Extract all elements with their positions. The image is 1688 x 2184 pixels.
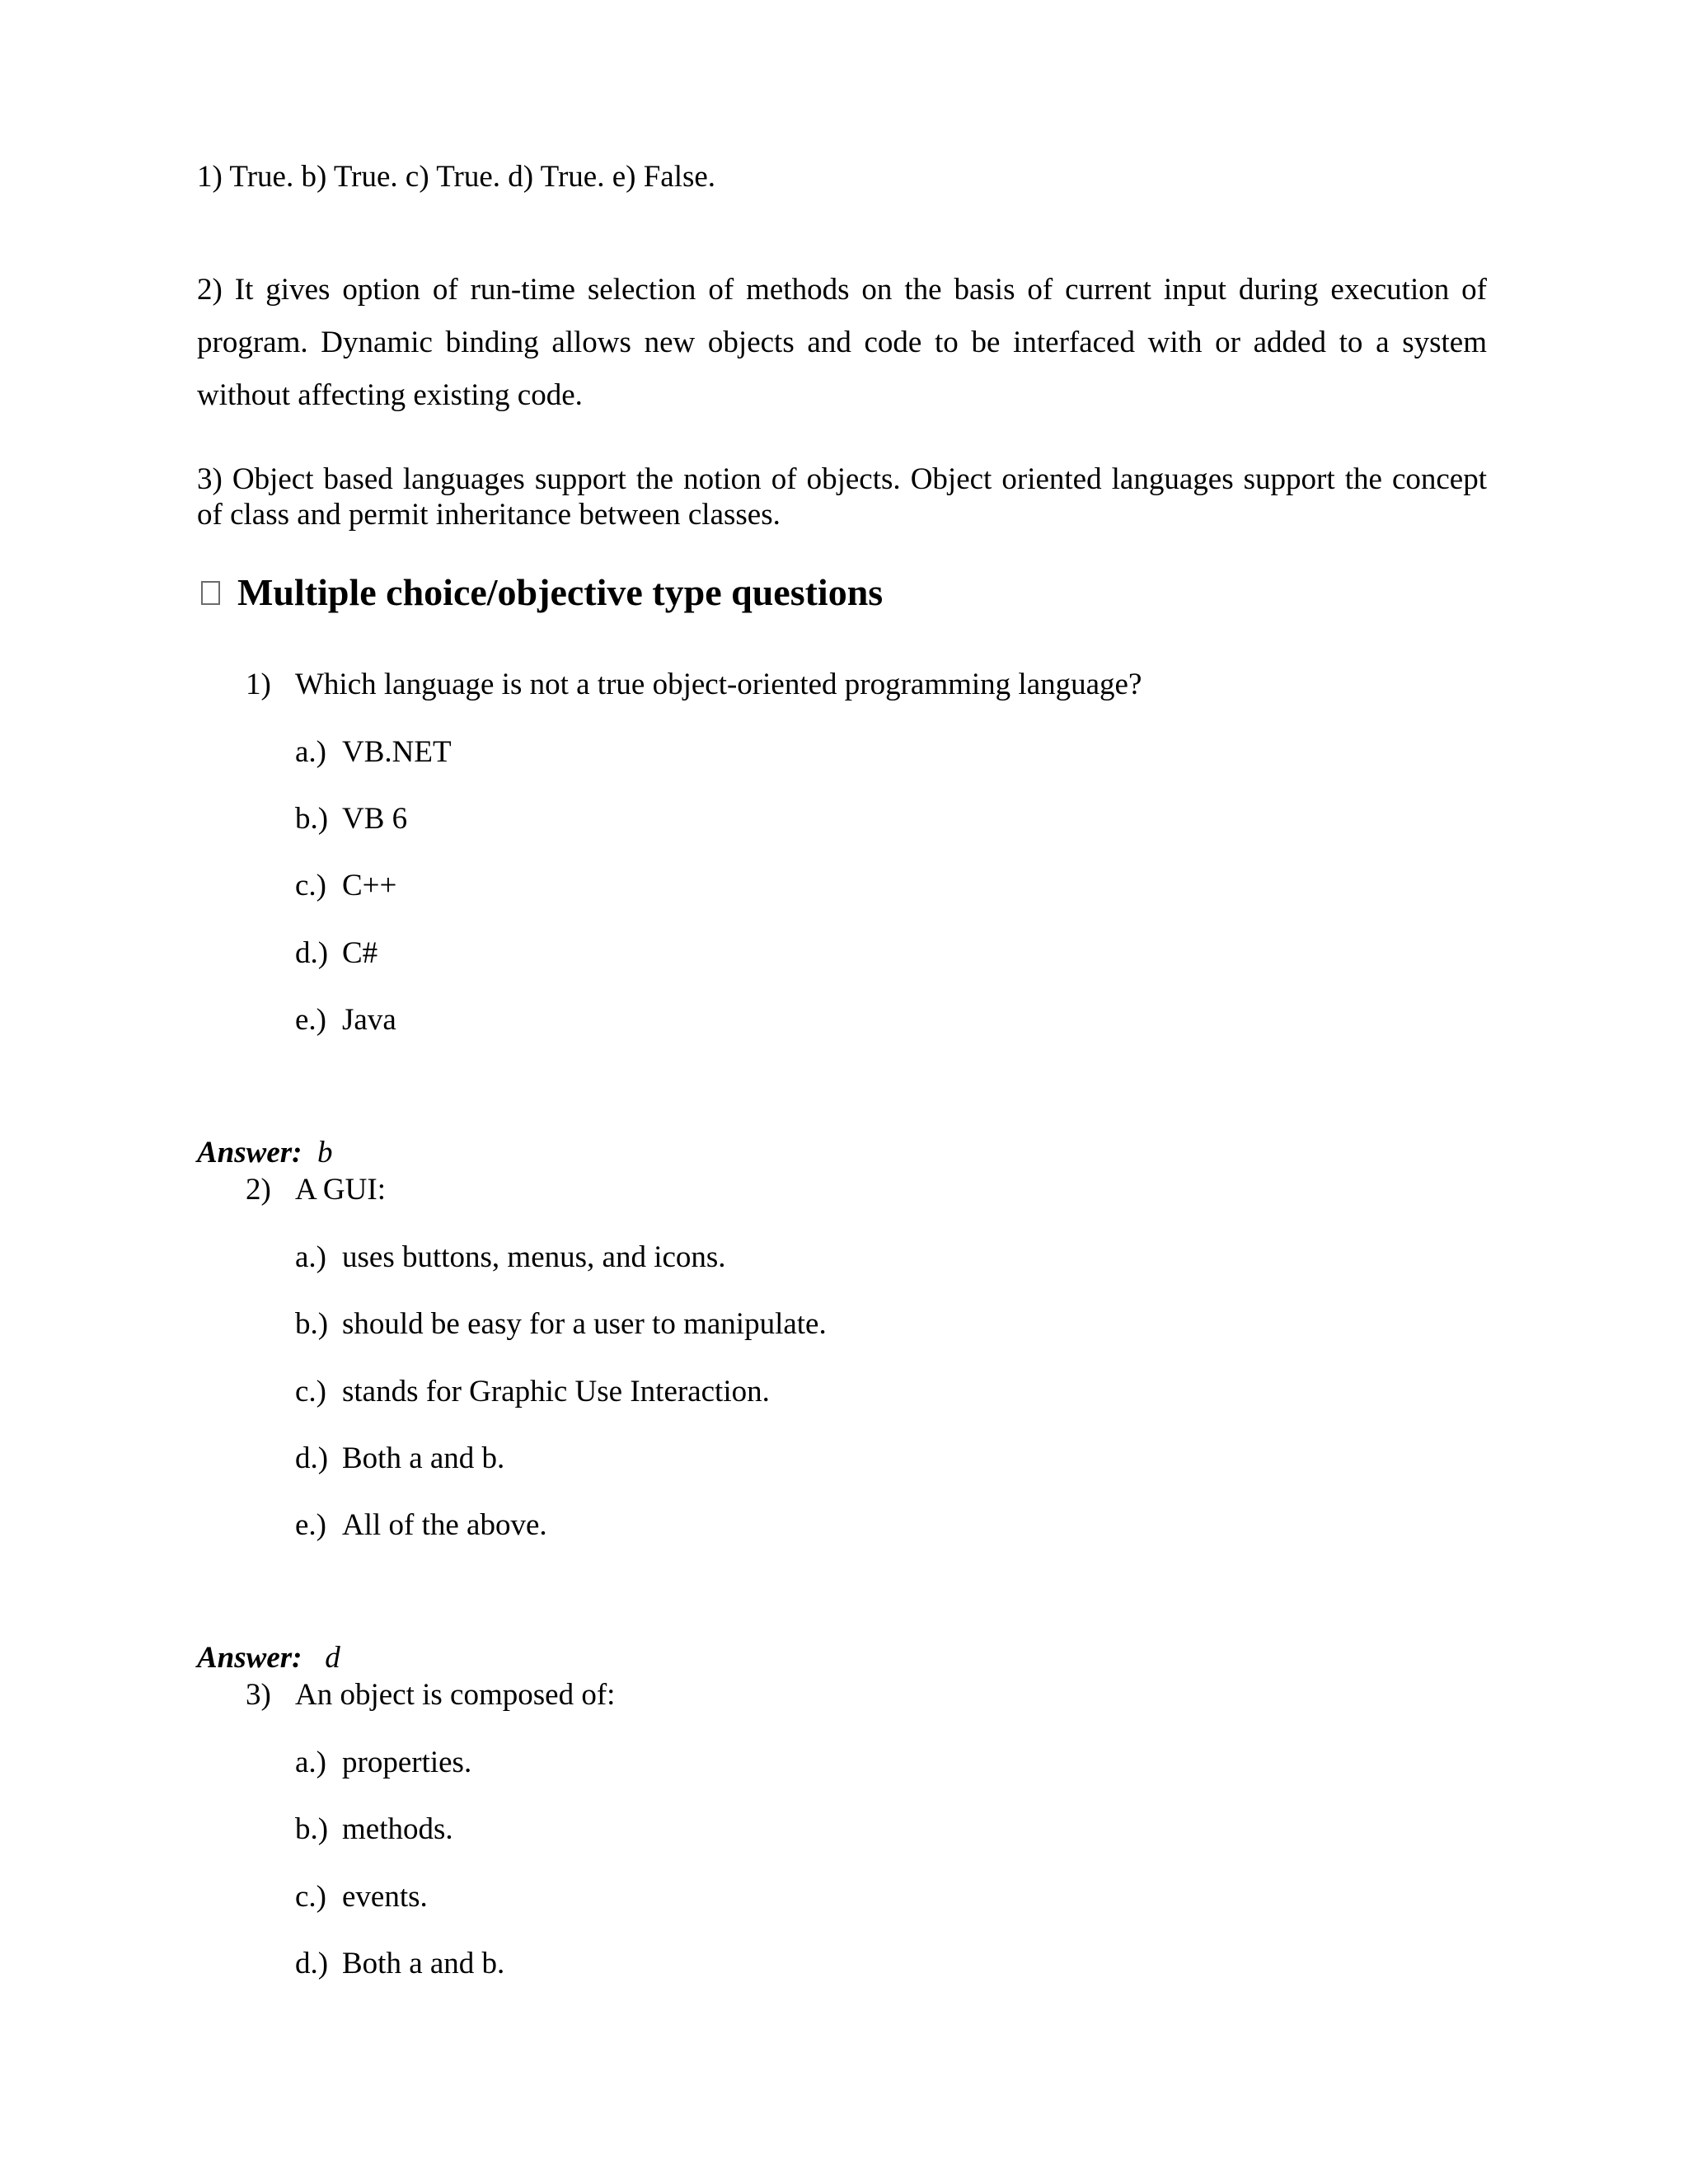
option-letter: a.) (295, 1240, 326, 1274)
option-text: VB 6 (342, 802, 408, 836)
question-number: 2) (246, 1173, 271, 1207)
option (295, 1376, 770, 1407)
option-letter: d.) (295, 936, 329, 970)
option (295, 870, 396, 901)
option-letter: d.) (295, 1441, 329, 1475)
answer-value: b (316, 1136, 333, 1169)
option-text: methods. (342, 1812, 453, 1846)
checkbox-icon (201, 581, 220, 605)
section-heading (201, 571, 884, 613)
option-letter: b.) (295, 1307, 329, 1341)
option (295, 1443, 504, 1474)
option-letter: b.) (295, 802, 329, 836)
option (295, 804, 407, 834)
option-text: C# (342, 936, 378, 970)
option-letter: c.) (295, 1880, 326, 1914)
option-text: Java (342, 1003, 396, 1037)
answer-paragraph-3: 3) Object based languages support the notion of objects. Object oriented languages support the concept of class and permit inheritance between classes. (197, 462, 1487, 532)
answer-value: d (325, 1641, 340, 1675)
option (295, 938, 377, 968)
option-letter: a.) (295, 735, 326, 769)
option (295, 1882, 428, 1912)
option-letter: b.) (295, 1812, 329, 1846)
answer-paragraph-2: 2) It gives option of run-time selection of methods on the basis of current input during execution of program. Dynamic binding allows new objects and code to be interfaced with or added to a system without affecting existing code. (197, 273, 1487, 412)
option-text: should be easy for a user to manipulate. (342, 1307, 827, 1341)
option (295, 1814, 453, 1844)
answer-line (197, 1643, 340, 1673)
option-text: Both a and b. (342, 1947, 505, 1980)
option-text: C++ (342, 869, 397, 902)
answer-label: Answer: (197, 1136, 302, 1169)
option (295, 1948, 504, 1979)
option-letter: c.) (295, 1375, 326, 1408)
option-letter: e.) (295, 1003, 326, 1037)
option-letter: e.) (295, 1508, 326, 1542)
answer-line (197, 1137, 332, 1168)
question-text: Which language is not a true object-oriented programming language? (295, 668, 1142, 701)
option-text: VB.NET (342, 735, 452, 769)
option-letter: c.) (295, 869, 326, 902)
option-letter: d.) (295, 1947, 329, 1980)
option-text: events. (342, 1880, 428, 1914)
option (295, 737, 452, 767)
option-letter: a.) (295, 1746, 326, 1779)
question-number: 3) (246, 1678, 271, 1712)
option (295, 1309, 827, 1339)
option-text: uses buttons, menus, and icons. (342, 1240, 726, 1274)
option (295, 1005, 396, 1035)
option (295, 1242, 726, 1272)
option (295, 1510, 547, 1540)
option-text: stands for Graphic Use Interaction. (342, 1375, 770, 1408)
option-text: All of the above. (342, 1508, 547, 1542)
option (295, 1747, 471, 1778)
question-text: A GUI: (295, 1173, 386, 1207)
true-false-answers: 1) True. b) True. c) True. d) True. e) False. (197, 160, 716, 194)
section-heading-text: Multiple choice/objective type questions (237, 571, 884, 613)
option-text: Both a and b. (342, 1441, 505, 1475)
question-number: 1) (246, 668, 271, 701)
option-text: properties. (342, 1746, 472, 1779)
question-text: An object is composed of: (295, 1678, 616, 1712)
answer-label: Answer: (197, 1641, 302, 1675)
